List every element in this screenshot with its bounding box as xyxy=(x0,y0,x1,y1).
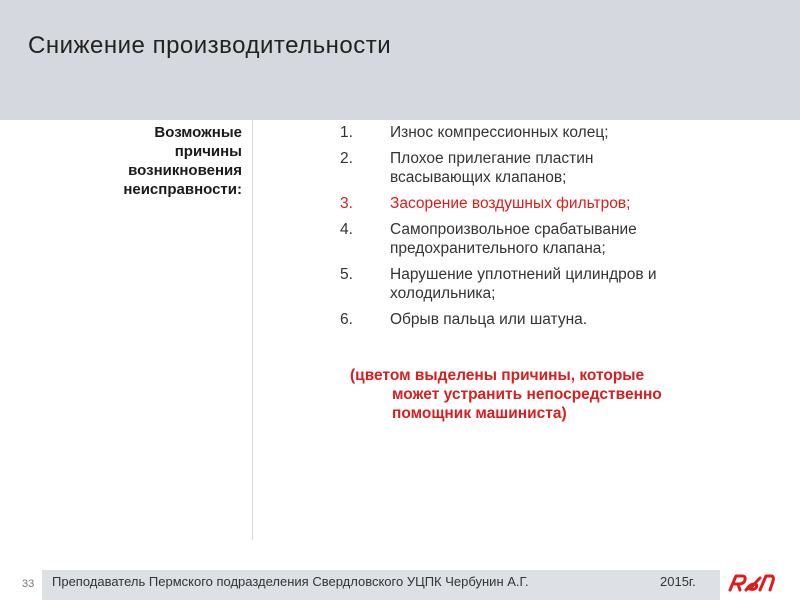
reason-number: 3. xyxy=(340,195,353,212)
reason-text xyxy=(390,265,760,303)
note-line: (цветом выделены причины, которые xyxy=(350,367,645,384)
reason-text xyxy=(390,123,760,142)
reason-number: 5. xyxy=(340,266,353,283)
reason-number: 6. xyxy=(340,311,353,328)
rzd-logo-icon xyxy=(726,572,776,594)
reason-text-line: предохранительного клапана; xyxy=(390,240,606,257)
slide-title: Снижение производительности xyxy=(28,32,392,59)
footer xyxy=(0,560,800,600)
causes-label xyxy=(60,123,242,199)
reason-item-highlighted xyxy=(340,194,760,213)
causes-label-line: Возможные xyxy=(154,124,242,141)
reason-text-line: Обрыв пальца или шатуна. xyxy=(390,311,588,328)
reason-item xyxy=(340,149,760,187)
reason-text-line: Нарушение уплотнений цилиндров и xyxy=(390,266,657,283)
reasons-list xyxy=(340,123,760,336)
reason-text-line: Засорение воздушных фильтров; xyxy=(390,195,631,212)
reason-item xyxy=(340,123,760,142)
reason-text xyxy=(390,220,760,258)
page-number: 33 xyxy=(22,578,35,590)
reason-item xyxy=(340,310,760,329)
causes-label-line: возникновения xyxy=(128,162,242,179)
reason-text xyxy=(390,149,760,187)
highlight-note xyxy=(350,366,770,423)
reason-text xyxy=(390,310,760,329)
reason-text-line: Самопроизвольное срабатывание xyxy=(390,221,637,238)
reason-text xyxy=(390,194,760,213)
reason-number: 2. xyxy=(340,150,353,167)
reason-text-line: Износ компрессионных колец; xyxy=(390,124,609,141)
footer-year: 2015г. xyxy=(660,574,696,589)
reason-number: 1. xyxy=(340,124,353,141)
column-divider xyxy=(252,120,253,540)
reason-item xyxy=(340,220,760,258)
reason-text-line: холодильника; xyxy=(390,285,496,302)
causes-label-line: неисправности: xyxy=(123,181,242,198)
reason-item xyxy=(340,265,760,303)
footer-author: Преподаватель Пермского подразделения Свердловского УЦПК Чербунин А.Г. xyxy=(52,574,529,589)
causes-label-line: причины xyxy=(174,143,242,160)
header-bar xyxy=(0,0,800,120)
reason-text-line: всасывающих клапанов; xyxy=(390,169,567,186)
reason-number: 4. xyxy=(340,221,353,238)
note-line: помощник машиниста) xyxy=(392,405,567,422)
note-line: может устранить непосредственно xyxy=(392,386,662,403)
reason-text-line: Плохое прилегание пластин xyxy=(390,150,594,167)
